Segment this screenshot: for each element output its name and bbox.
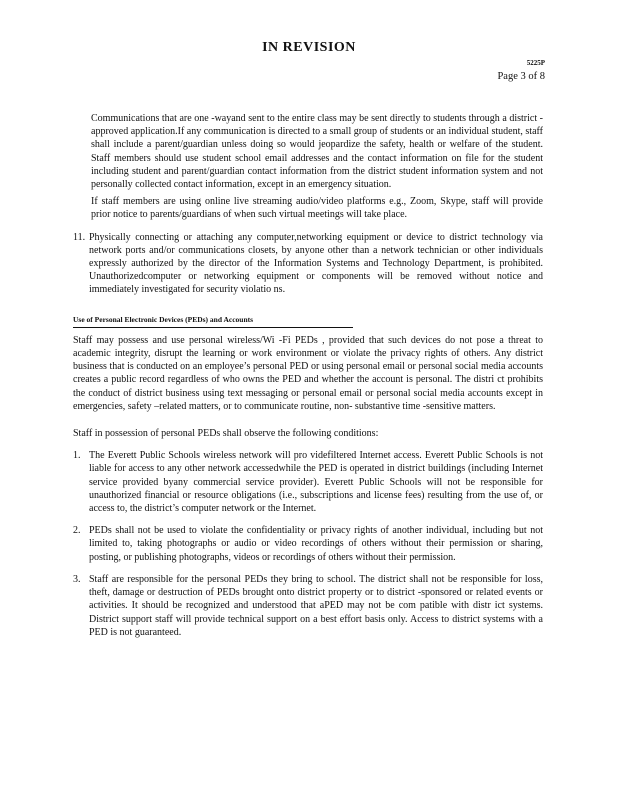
page-title: IN REVISION [262, 40, 356, 55]
condition-item [73, 524, 543, 564]
condition-text: The Everett Public Schools wireless network will pro videfiltered Internet access. Everett Public Schools is not liable for access to any other network accessedwhile the PED is operated in district buildings (including Internet service provided byany commercial service provider). Everett Public Schools will not be responsible for unauthorized financial or resource obligations (i.e., subscriptions and license fees) resulting from the use of, or access to, the district’s computer network or the Internet. [89, 450, 543, 515]
policy-number: 5225P [526, 59, 545, 67]
condition-number: 3. [73, 573, 81, 585]
section-heading: Use of Personal Electronic Devices (PEDs) and Accounts [73, 313, 353, 328]
paragraph-peds: Staff may possess and use personal wireless/Wi -Fi PEDs , provided that such devices do not pose a threat to academic integrity, disrupt the learning or work environment or violate the privacy rights of others. Any district business that is conducted on an employee’s personal PED or using personal email or personal social media accounts creates a public record regardless of who owns the PED and whether the account is personal. The distri ct prohibits the conduct of district business using text messaging or personal email or personal social media accounts except in emergencies, safety –related matters, or to communicate routine, non- substantive time -sensitive matters. [73, 334, 543, 412]
page-number: Page 3 of 8 [497, 71, 545, 82]
paragraph-conditions: Staff in possession of personal PEDs shall observe the following conditions: [73, 428, 379, 440]
list-item-number: 11. [73, 231, 86, 243]
paragraph-communications: Communications that are one -wayand sent to the entire class may be sent directly to students through a district -approved application.If any communication is directed to a small group of students or an individual student, staff shall include a parent/guardian unless doing so would jeopardize the safety, health or welfare of the student. Staff members should use student school email addresses and the contact information on file for the student including student and parent/guardian contact information from the district student information system and not personally collected contact information, except in an emergency situation. [91, 113, 543, 191]
condition-number: 2. [73, 525, 81, 537]
condition-text: Staff are responsible for the personal PEDs they bring to school. The district shall not be responsible for loss, theft, damage or destruction of PEDs brought onto district property or to district -sponsored or related events or activities. It should be recognized and understood that aPED may not be com patible with distr ict systems. District support staff will provide technical support on a best effort basis only. Access to district systems with a PED is not guaranteed. [89, 573, 543, 638]
list-item-text: Physically connecting or attaching any computer,networking equipment or device to district technology via network ports and/or communications closets, by anyone other than a network technician or other individuals expressly authorized by the director of the Information Systems and Technology Department, is prohibited. Unauthorizedcomputer or networking equipment or components will be removed without notice and immediately investigated for security violatio ns. [89, 231, 543, 296]
document-body [73, 112, 543, 639]
condition-number: 1. [73, 450, 81, 462]
condition-text: PEDs shall not be used to violate the confidentiality or privacy rights of another individual, including but not limited to, taking photographs or audio or video recordings of others without their permission or sharing, posting, or publishing photographs, videos or recordings of others without their permission. [89, 525, 543, 563]
list-item-11 [73, 231, 543, 297]
paragraph-streaming: If staff members are using online live streaming audio/video platforms e.g., Zoom, Skype, staff will provide prior notice to parents/guardians of when such virtual meetings will take place. [91, 196, 543, 221]
condition-item [73, 573, 543, 639]
condition-item [73, 449, 543, 515]
